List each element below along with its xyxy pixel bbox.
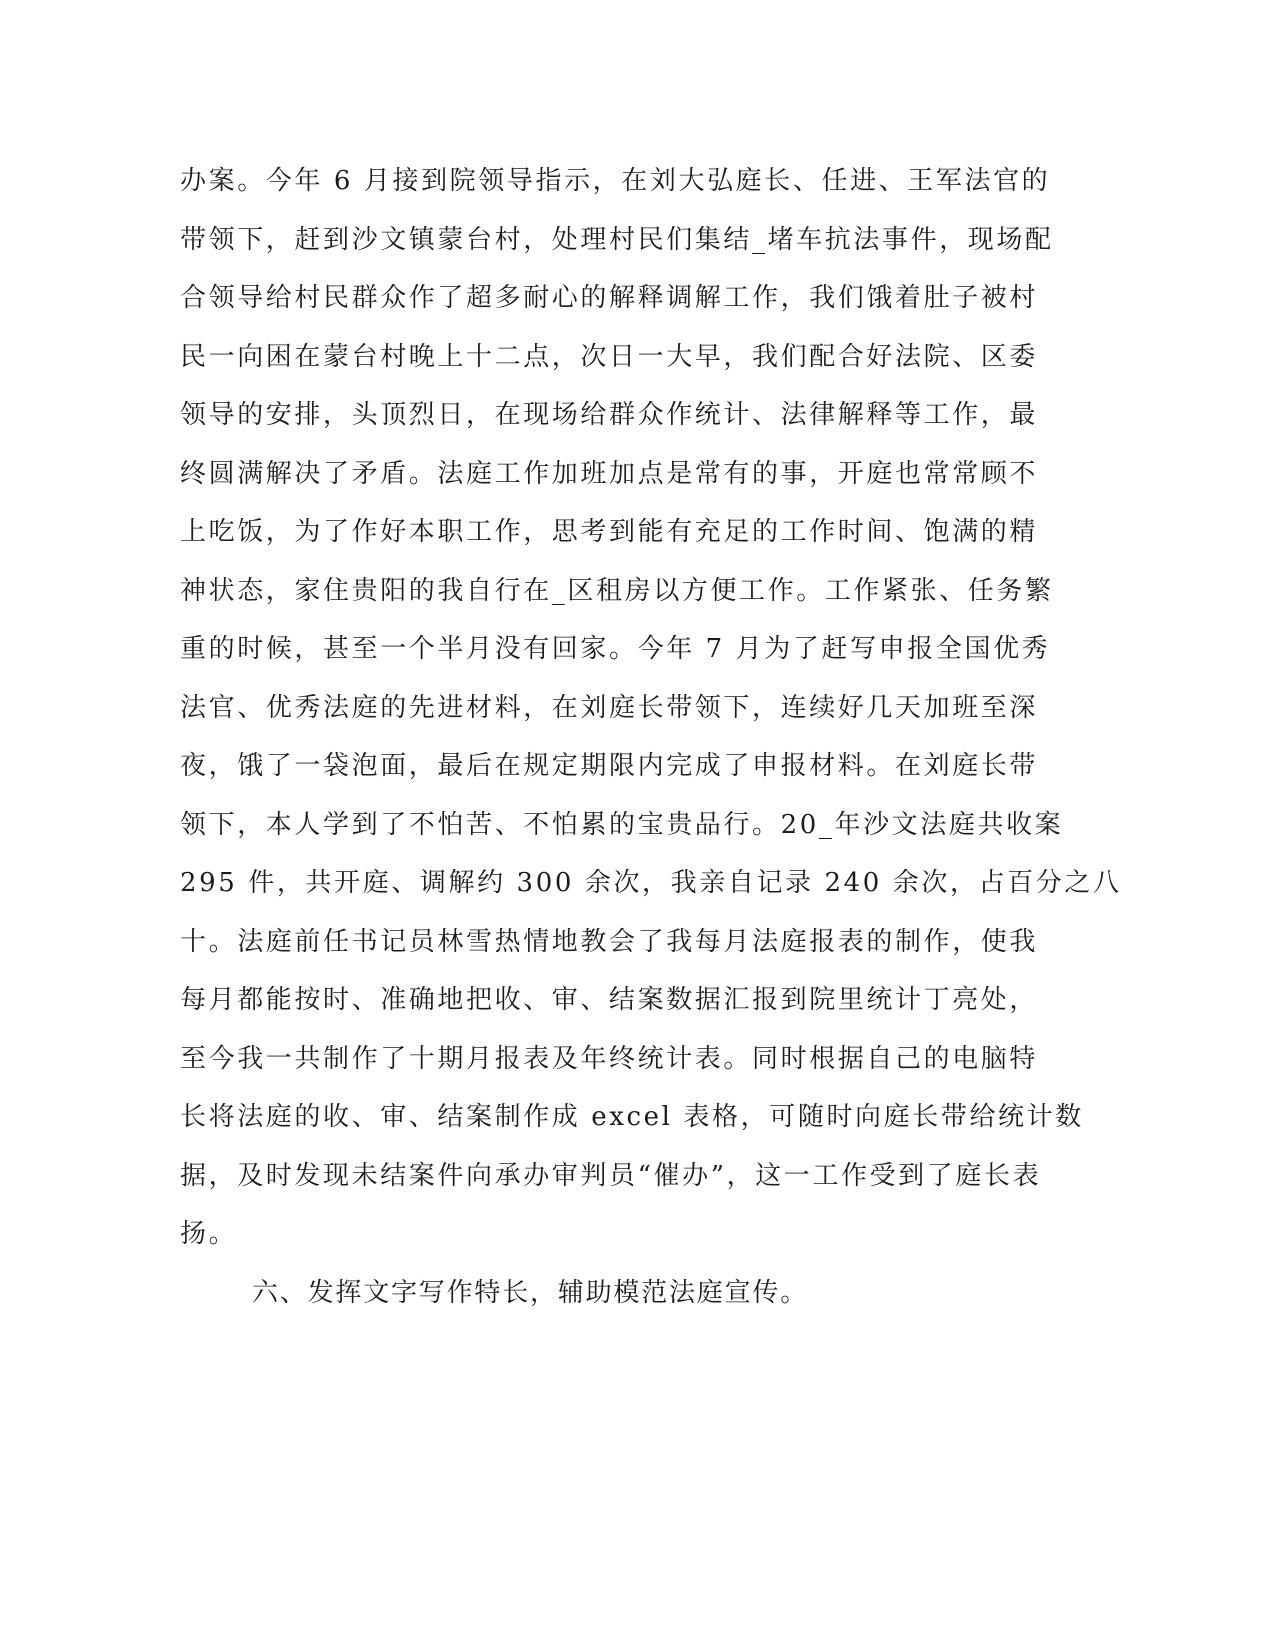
paragraph-line: 每月都能按时、准确地把收、审、结案数据汇报到院里统计丁亮处，: [180, 985, 1039, 1015]
paragraph-line: 民一向困在蒙台村晚上十二点，次日一大早，我们配合好法院、区委: [180, 341, 1039, 372]
paragraph-line: 十。法庭前任书记员林雪热情地教会了我每月法庭报表的制作，使我: [180, 926, 1039, 957]
paragraph-line: 据，及时发现未结案件向承办审判员“催办”，这一工作受到了庭长表: [180, 1160, 1042, 1191]
paragraph-line: 长将法庭的收、审、结案制作成 excel 表格，可随时向庭长带给统计数: [180, 1102, 1084, 1132]
paragraph-line: 扬。: [180, 1219, 238, 1249]
paragraph-line: 神状态，家住贵阳的我自行在_区租房以方便工作。工作紧张、任务繁: [180, 575, 1054, 606]
document-body: [180, 152, 1122, 1322]
paragraph-line: 终圆满解决了矛盾。法庭工作加班加点是常有的事，开庭也常常顾不: [180, 458, 1039, 489]
paragraph-line: 合领导给村民群众作了超多耐心的解释调解工作，我们饿着肚子被村: [180, 283, 1039, 313]
paragraph-line: 领导的安排，头顶烈日，在现场给群众作统计、法律解释等工作，最: [180, 400, 1039, 430]
section-heading: 六、发挥文字写作特长，辅助模范法庭宣传。: [252, 1277, 809, 1308]
paragraph-line: 至今我一共制作了十期月报表及年终统计表。同时根据自己的电脑特: [180, 1043, 1039, 1074]
paragraph: [180, 152, 1122, 1264]
paragraph-line: 重的时候，甚至一个半月没有回家。今年 7 月为了赶写申报全国优秀: [180, 634, 1051, 664]
paragraph-line: 法官、优秀法庭的先进材料，在刘庭长带领下，连续好几天加班至深: [180, 692, 1039, 723]
paragraph-line: 上吃饭，为了作好本职工作，思考到能有充足的工作时间、饱满的精: [180, 517, 1039, 547]
paragraph-line: 带领下，赶到沙文镇蒙台村，处理村民们集结_堵车抗法事件，现场配: [180, 224, 1054, 255]
paragraph-line: 办案。今年 6 月接到院领导指示，在刘大弘庭长、任进、王军法官的: [180, 166, 1051, 196]
paragraph-line: 夜，饿了一袋泡面，最后在规定期限内完成了申报材料。在刘庭长带: [180, 751, 1039, 781]
paragraph-line: 295 件，共开庭、调解约 300 余次，我亲自记录 240 余次，占百分之八: [180, 868, 1122, 898]
paragraph-line: 领下，本人学到了不怕苦、不怕累的宝贵品行。20_年沙文法庭共收案: [180, 809, 1064, 840]
